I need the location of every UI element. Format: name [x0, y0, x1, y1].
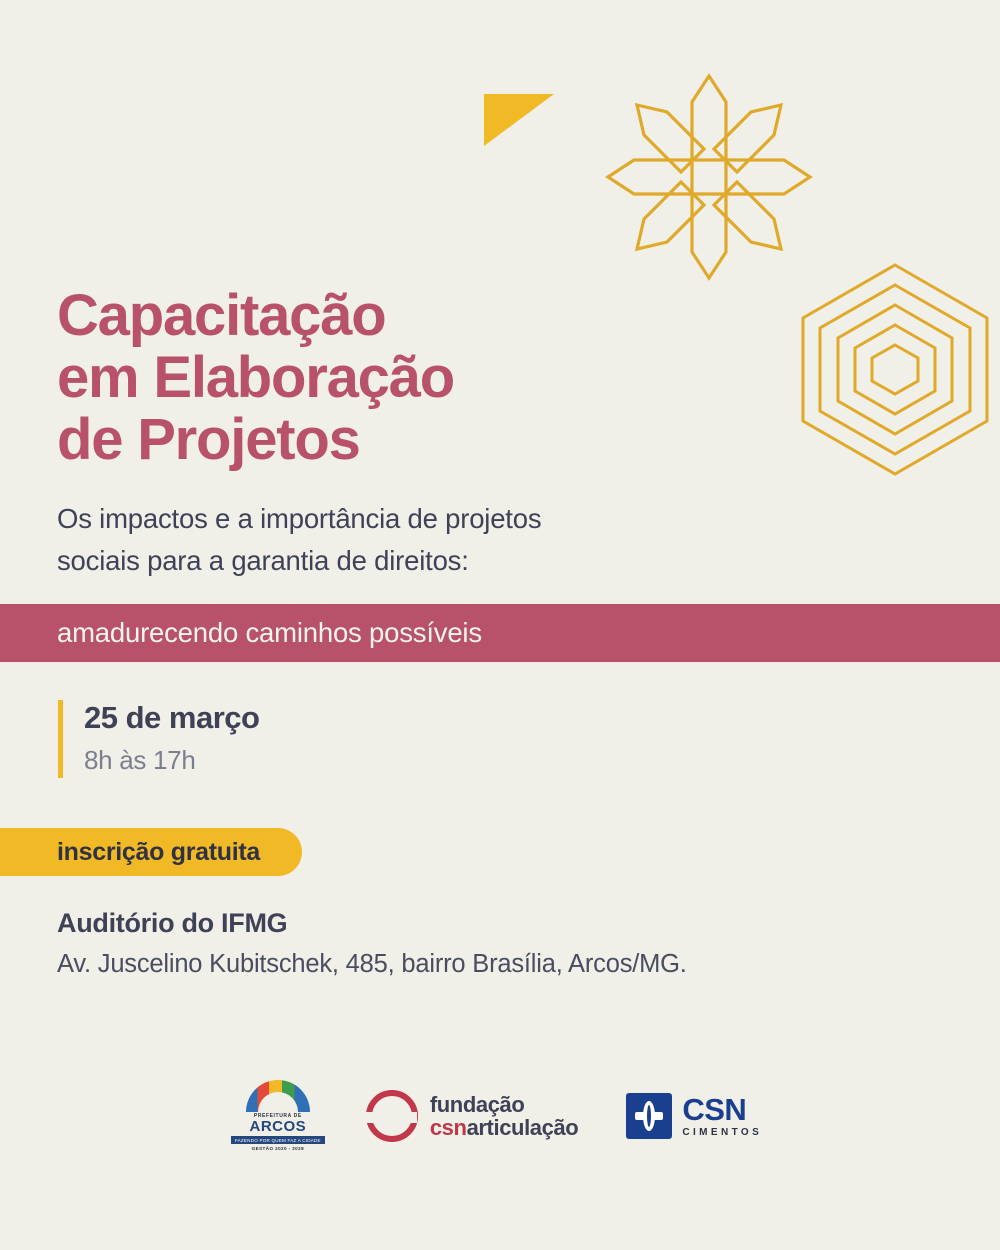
logo-csn-cimentos	[626, 1093, 762, 1139]
triangle-shape-icon	[484, 94, 554, 146]
fundacao-wordmark	[430, 1093, 579, 1139]
fundacao-csn-text: csn	[429, 1115, 467, 1140]
title-line-3: de Projetos	[57, 407, 360, 473]
arcos-top-label: PREFEITURA DE	[253, 1113, 302, 1119]
logo-fundacao-csn-articulacao	[366, 1090, 579, 1142]
status-badge-label: inscrição gratuita	[57, 837, 260, 866]
arcos-term: GESTÃO 2020 - 2028	[251, 1146, 305, 1151]
csn-mark-icon	[626, 1093, 672, 1139]
csn-name: CSN	[682, 1092, 747, 1127]
title-line-2: em Elaboração	[57, 345, 455, 411]
subtitle	[57, 498, 757, 582]
event-date: 25 de março	[84, 700, 260, 735]
title-line-1: Capacitação	[57, 283, 386, 348]
arcos-name: ARCOS	[249, 1118, 307, 1135]
fundacao-mark-icon	[366, 1090, 418, 1142]
csn-subtitle: CIMENTOS	[682, 1127, 763, 1138]
event-time: 8h às 17h	[84, 745, 196, 775]
page-title	[57, 285, 677, 471]
venue-address: Av. Juscelino Kubitschek, 485, bairro Brasília, Arcos/MG.	[57, 950, 687, 978]
sponsor-logos	[0, 1080, 1000, 1152]
concentric-hexagon-outline-icon	[800, 262, 990, 477]
fundacao-articulacao-text: articulação	[466, 1115, 579, 1140]
csn-wordmark	[682, 1094, 762, 1138]
logo-prefeitura-arcos	[234, 1080, 321, 1152]
highlight-band-text: amadurecendo caminhos possíveis	[57, 617, 482, 648]
rainbow-arc-icon	[246, 1080, 310, 1112]
fundacao-line-1: fundação	[429, 1091, 525, 1117]
date-accent-rule	[58, 700, 63, 778]
subtitle-line-1: Os impactos e a importância de projetos	[57, 503, 542, 534]
arcos-slogan: FAZENDO POR QUEM FAZ A CIDADE	[231, 1136, 325, 1144]
subtitle-line-2: sociais para a garantia de direitos:	[57, 544, 469, 576]
eight-point-star-outline-icon	[604, 72, 814, 282]
status-badge	[0, 828, 302, 876]
venue-name: Auditório do IFMG	[57, 908, 288, 938]
fundacao-line-2	[430, 1116, 579, 1139]
